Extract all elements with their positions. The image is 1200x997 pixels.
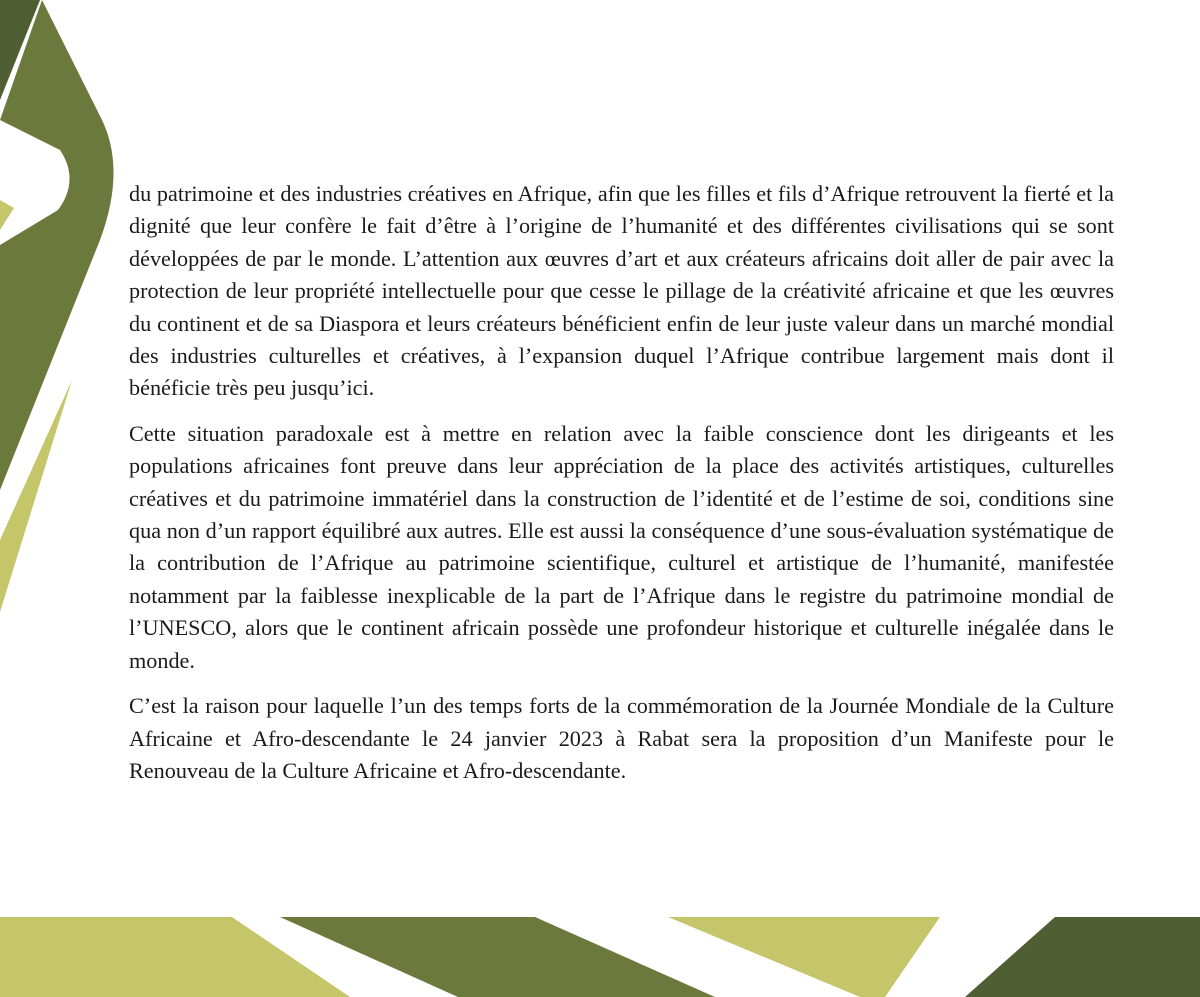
bottom-light-olive-right-shape: [668, 917, 940, 997]
left-light-olive-top-shape: [0, 200, 14, 230]
bottom-light-olive-left-shape: [0, 917, 350, 997]
bottom-dark-olive-right-shape: [965, 917, 1200, 997]
paragraph-2: Cette situation paradoxale est à mettre en relation avec la faible conscience dont les dirigeants et les populations africaines font preuve dans leur appréciation de la place des activités artistiques, culturelles créatives et du patrimoine immatériel dans la construction de l’identité et de l’estime de soi, conditions sine qua non d’un rapport équilibré aux autres. Elle est aussi la conséquence d’une sous-évaluation systématique de la contribution de l’Afrique au patrimoine scientifique, culturel et artistique de l’humanité, manifestée notamment par la faiblesse inexplicable de la part de l’Afrique dans le registre du patrimoine mondial de l’UNESCO, alors que le continent africain possède une profondeur historique et culturelle inégalée dans le monde.: [129, 420, 1114, 673]
bottom-olive-middle-shape: [280, 917, 715, 997]
left-dark-olive-shape: [0, 0, 40, 100]
left-light-olive-stripe-shape: [0, 380, 72, 612]
body-text: [129, 178, 1114, 800]
paragraph-3: C’est la raison pour laquelle l’un des temps forts de la commémoration de la Journée Mondiale de la Culture Africaine et Afro-descendante le 24 janvier 2023 à Rabat sera la proposition d’un Manifeste pour le Renouveau de la Culture Africaine et Afro-descendante.: [129, 693, 1114, 783]
left-olive-chevron-shape: [0, 0, 114, 490]
paragraph-1: du patrimoine et des industries créatives en Afrique, afin que les filles et fils d’Afrique retrouvent la fierté et la dignité que leur confère le fait d’être à l’origine de l’humanité et des différentes civilisations qui se sont développées de par le monde. L’attention aux œuvres d’art et aux créateurs africains doit aller de pair avec la protection de leur propriété intellectuelle pour que cesse le pillage de la créativité africaine et que les œuvres du continent et de sa Diaspora et leurs créateurs bénéficient enfin de leur juste valeur dans un marché mondial des industries culturelles et créatives, à l’expansion duquel l’Afrique contribue largement mais dont il bénéficie très peu jusqu’ici.: [129, 181, 1114, 401]
